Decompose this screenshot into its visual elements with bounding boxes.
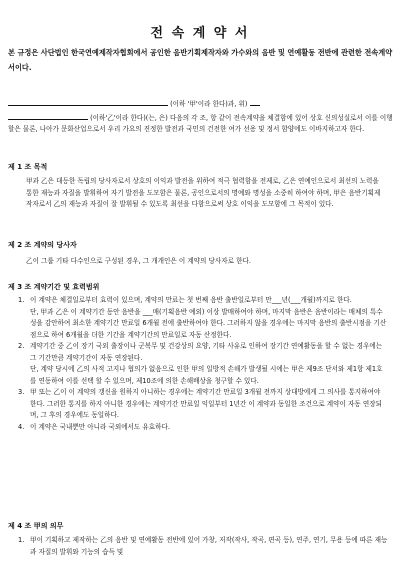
item-text: 이 계약은 체결일로부터 효력이 있으며, 계약의 만료는 첫 번째 음반 출반일로부터 만___년(___개월)까지로 한다. [30,296,352,304]
article3-item [18,387,388,422]
article3-item [18,422,388,434]
item-sub-text: 단, 계약 당시에 乙의 사적 고지나 협의가 없음으로 인한 甲의 일방적 손해가 발생될 시에는 甲은 제9조 단서와 제1항 제1호를 연동하여 이를 선택 할 수 있으며, 제10조에 의한 손해배상을 청구할 수 있다. [30,365,383,385]
article1-heading: 제 1 조 목적 [8,163,48,171]
parties-line2: (이하'乙'이라 한다)(는, 은) 다음의 각 조, 항 같이 전속계약을 체결함에 있어 상호 신의성실로서 이를 이행할은 물론, 나아가 문화산업으로서 우리 가요의 진정한 발전과 국민의 건전한 여가 선용 및 정서 함양에도 이바지하고자 한다. [8,113,393,133]
item-number: 1. [18,536,25,544]
document-title: 전 속 계 약 서 [150,26,250,41]
item-text: 계약기간 중 乙이 장기 국외 출장이나 군복무 및 건강상의 요양, 기타 사유로 인하여 장기간 연예활동을 할 수 없는 경우에는 그 기간만큼 계약기간이 자동 연장된다. [30,342,383,362]
item-text: 甲이 기획하고 제작하는 乙의 음반 및 연예활동 전반에 있어 가창, 저작(작사, 작곡, 편곡 등), 연주, 연기, 무용 등에 따른 재능과 자질의 발휘와 기능의 습득 및 [30,536,388,556]
party-a-blank-2 [88,97,168,106]
article3-item [18,341,388,387]
article3-item [18,295,388,341]
article1-text: 甲과 乙은 대등한 독립의 당사자로서 상호의 이익과 발전을 위하여 적극 협력함을 전제로, 乙은 연예인으로서 최선의 노력을 통한 재능과 자질을 발휘하여 자기 발전을 도모함은 물론, 공인으로서의 명예와 명성을 소중히 하여야 하며, 甲은 음반기획제작자로서 乙의 재능과 자질이 잘 발휘될 수 있도록 최선을 다함으로써 상호 이익을 도모함에 그 목적이 있다. [26,177,381,208]
parties-line1: (이하 '甲'이라 한다)과, 위) [170,100,248,108]
parties-paragraph [8,97,394,136]
item-text: 甲 또는 乙이 이 계약의 갱신을 원하지 아니하는 경우에는 계약기간 만료일 3개월 전까지 상대방에게 그 의사를 통지하여야 한다. 그러한 통지를 하지 아니한 경우에는 계약기간 만료일 익일부터 1년간 이 계약과 동일한 조건으로 계약이 자동 연장되며, 그 후의 경우에도 동일하다. [30,388,382,419]
item-number: 3. [18,388,25,396]
article2-text: 乙이 그룹 기타 다수인으로 구성된 경우, 그 개개인은 이 계약의 당사자로 한다. [26,257,251,265]
article3-list [18,295,388,433]
article4-heading: 제 4 조 甲의 의무 [8,522,64,530]
party-b-blank [8,111,88,120]
article3-heading: 제 3 조 계약기간 및 효력범위 [8,283,100,291]
item-sub-text: 단, 甲과 乙은 이 계약기간 동안 음반을 ___매(기획음반 예외) 이상 발매하여야 하며, 마지막 음반은 음반이라는 매체의 특수성을 감안하여 최소한 계약기간 만료일 6개월 전에 출반하여야 한다. 그러하지 않을 경우에는 마지막 음반의 출반시점을 기산점으로 하여 6개월을 더한 기간을 계약기간의 만료일로 자동 산정한다. [30,307,387,339]
item-text: 이 계약은 국내뿐만 아니라 국외에서도 유효하다. [30,422,170,431]
article4-list [18,535,388,558]
intro-paragraph: 본 규정은 사단법인 한국연예제작자협회에서 공인한 음반기획제작자와 가수와의 음반 및 연예활동 전반에 관련한 전속계약서이다. [8,48,393,72]
article2-heading: 제 2 조 계약의 당사자 [8,241,77,249]
party-a-blank [8,97,88,106]
party-b-blank-head [250,97,260,106]
item-number: 4. [18,422,25,431]
item-number: 2. [18,342,25,350]
article4-item [18,535,388,558]
item-number: 1. [18,296,25,304]
